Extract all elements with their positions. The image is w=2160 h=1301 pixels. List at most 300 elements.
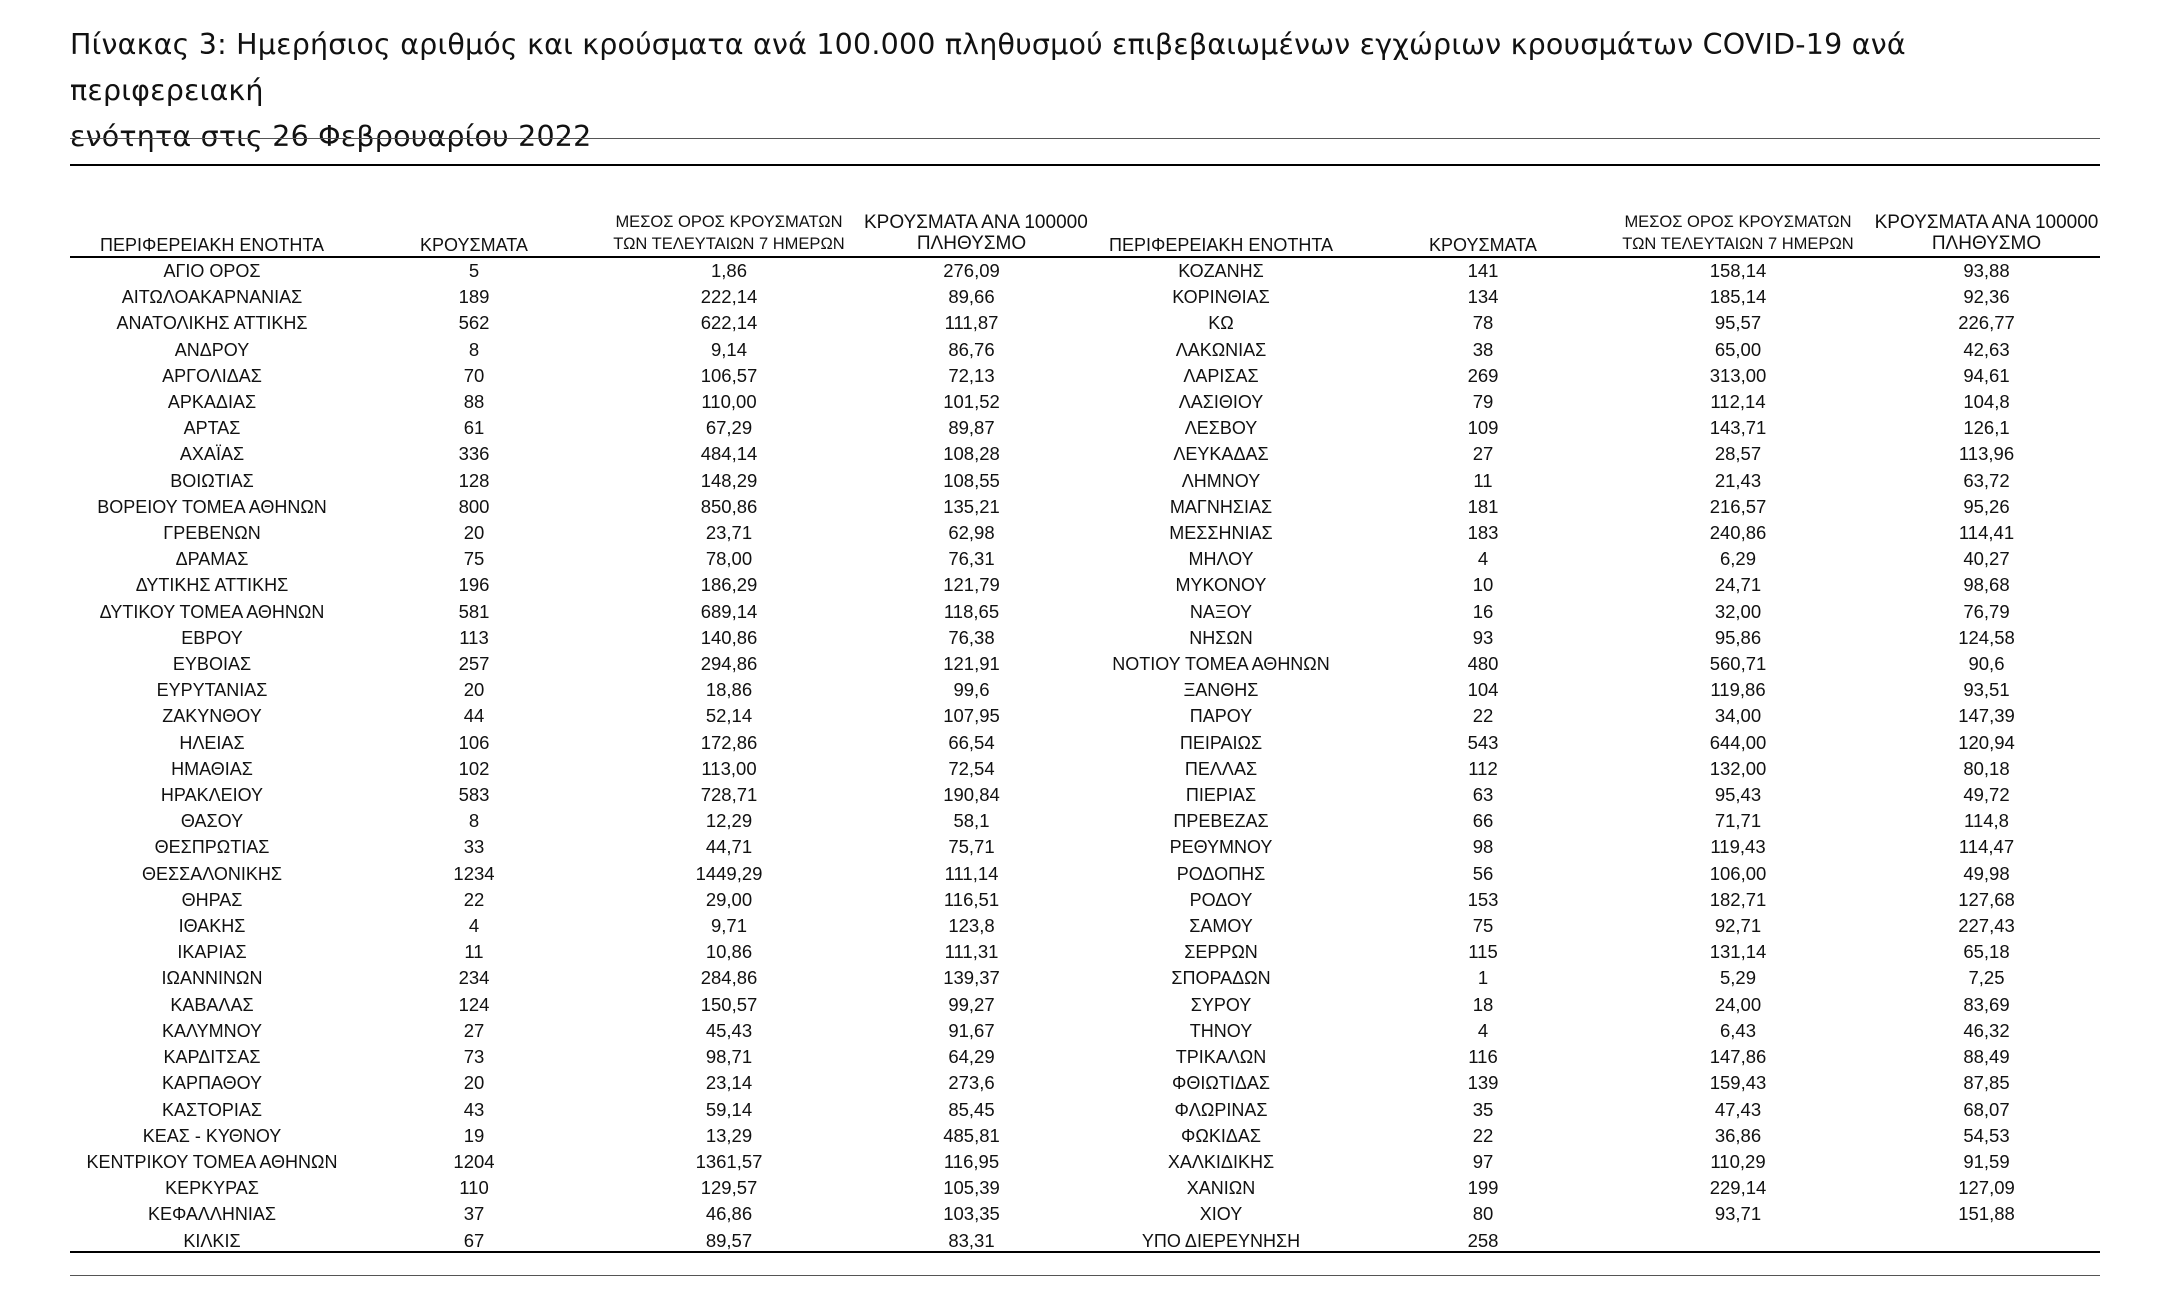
left-cases: 189 bbox=[458, 286, 490, 308]
left-cases: 73 bbox=[463, 1046, 485, 1068]
right-avg-7day: 71,71 bbox=[1714, 810, 1762, 832]
left-region-name: ΚΕΝΤΡΙΚΟΥ ΤΟΜΕΑ ΑΘΗΝΩΝ bbox=[86, 1151, 338, 1172]
table-row bbox=[70, 441, 2100, 467]
right-region-name: ΠΕΙΡΑΙΩΣ bbox=[1179, 732, 1263, 753]
right-cases: 112 bbox=[1468, 757, 1498, 779]
left-per-100k: 86,76 bbox=[948, 338, 995, 360]
left-cases: 5 bbox=[468, 260, 480, 281]
left-per-100k: 58,1 bbox=[953, 810, 990, 832]
left-region-name: ΚΕΑΣ - ΚΥΘΝΟΥ bbox=[142, 1125, 282, 1146]
table-row bbox=[70, 703, 2100, 729]
right-per-100k: 49,72 bbox=[1963, 784, 2010, 806]
header-cases-right: ΚΡΟΥΣΜΑΤΑ bbox=[1429, 235, 1537, 255]
table-row bbox=[70, 546, 2100, 572]
right-cases: 115 bbox=[1468, 941, 1498, 963]
right-region-name: ΡΟΔΟΠΗΣ bbox=[1176, 863, 1266, 884]
left-cases: 581 bbox=[458, 600, 490, 622]
header-cases-left: ΚΡΟΥΣΜΑΤΑ bbox=[420, 235, 528, 255]
left-region-name: ΗΜΑΘΙΑΣ bbox=[171, 758, 253, 779]
table-row bbox=[70, 1175, 2100, 1201]
right-per-100k: 127,68 bbox=[1958, 888, 2015, 910]
header-avg-left-line2: ΤΩΝ ΤΕΛΕΥΤΑΙΩΝ 7 ΗΜΕΡΩΝ bbox=[613, 235, 845, 253]
table-row bbox=[70, 258, 2100, 284]
right-cases: 16 bbox=[1472, 600, 1494, 622]
right-region-name: ΝΑΞΟΥ bbox=[1189, 601, 1253, 622]
right-region-name: ΦΩΚΙΔΑΣ bbox=[1181, 1125, 1261, 1146]
left-per-100k: 103,35 bbox=[943, 1203, 1000, 1225]
left-cases: 562 bbox=[458, 312, 490, 334]
right-per-100k: 40,27 bbox=[1963, 548, 2010, 570]
right-avg-7day: 132,00 bbox=[1709, 757, 1767, 779]
left-avg-7day: 89,57 bbox=[705, 1229, 753, 1251]
header-per100k-right-line1: ΚΡΟΥΣΜΑΤΑ ΑΝΑ 100000 bbox=[1874, 212, 2099, 233]
left-region-name: ΑΡΓΟΛΙΔΑΣ bbox=[162, 365, 262, 386]
left-per-100k: 75,71 bbox=[948, 836, 995, 858]
left-avg-7day: 850,86 bbox=[700, 495, 758, 517]
left-region-name: ΙΩΑΝΝΙΝΩΝ bbox=[161, 968, 263, 989]
table-row bbox=[70, 1044, 2100, 1070]
right-per-100k: 93,51 bbox=[1963, 679, 2010, 701]
right-region-name: ΠΕΛΛΑΣ bbox=[1184, 758, 1258, 779]
right-region-name: ΝΟΤΙΟΥ ΤΟΜΕΑ ΑΘΗΝΩΝ bbox=[1112, 654, 1330, 675]
left-avg-7day: 1449,29 bbox=[695, 862, 763, 884]
right-region-name: ΜΥΚΟΝΟΥ bbox=[1175, 575, 1267, 596]
right-region-name: ΤΗΝΟΥ bbox=[1189, 1020, 1253, 1041]
table-row bbox=[70, 1070, 2100, 1096]
left-per-100k: 91,67 bbox=[948, 1019, 995, 1041]
left-per-100k: 116,95 bbox=[943, 1150, 1000, 1172]
left-cases: 800 bbox=[458, 495, 490, 517]
left-region-name: ΘΗΡΑΣ bbox=[181, 889, 243, 910]
right-avg-7day: 110,29 bbox=[1710, 1150, 1766, 1172]
left-region-name: ΘΑΣΟΥ bbox=[180, 811, 244, 832]
table-caption bbox=[70, 22, 2100, 160]
right-per-100k: 104,8 bbox=[1963, 391, 2010, 413]
table-row bbox=[70, 939, 2100, 965]
header-per100k-left-line1: ΚΡΟΥΣΜΑΤΑ ΑΝΑ 100000 bbox=[864, 212, 1088, 233]
left-per-100k: 190,84 bbox=[943, 784, 1000, 806]
right-avg-7day: 313,00 bbox=[1709, 364, 1767, 386]
table-row bbox=[70, 965, 2100, 991]
right-per-100k: 114,8 bbox=[1964, 810, 2009, 832]
table-row bbox=[70, 730, 2100, 756]
right-avg-7day: 229,14 bbox=[1709, 1177, 1767, 1199]
left-per-100k: 273,6 bbox=[948, 1072, 995, 1094]
right-cases: 141 bbox=[1467, 260, 1499, 281]
table-row bbox=[70, 520, 2100, 546]
right-region-name: ΚΟΡΙΝΘΙΑΣ bbox=[1172, 287, 1270, 308]
table-row bbox=[70, 992, 2100, 1018]
table-row bbox=[70, 808, 2100, 834]
table-row bbox=[70, 782, 2100, 808]
right-region-name: ΛΑΚΩΝΙΑΣ bbox=[1175, 339, 1267, 360]
right-per-100k: 114,41 bbox=[1958, 522, 2015, 544]
left-region-name: ΚΕΡΚΥΡΑΣ bbox=[165, 1178, 259, 1199]
left-region-name: ΑΝΔΡΟΥ bbox=[174, 339, 250, 360]
header-avg-right bbox=[1603, 211, 1873, 255]
right-per-100k: 126,1 bbox=[1963, 417, 2010, 439]
right-avg-7day: 6,29 bbox=[1719, 548, 1756, 570]
table-row bbox=[70, 756, 2100, 782]
left-cases: 11 bbox=[464, 941, 484, 963]
right-per-100k: 54,53 bbox=[1963, 1124, 2010, 1146]
right-region-name: ΠΑΡΟΥ bbox=[1189, 706, 1253, 727]
left-region-name: ΘΕΣΠΡΩΤΙΑΣ bbox=[154, 837, 270, 858]
right-cases: 153 bbox=[1467, 888, 1499, 910]
left-region-name: ΚΑΡΔΙΤΣΑΣ bbox=[163, 1047, 261, 1068]
left-avg-7day: 46,86 bbox=[705, 1203, 753, 1225]
left-cases: 1204 bbox=[453, 1150, 495, 1172]
left-per-100k: 111,31 bbox=[944, 941, 999, 963]
right-per-100k: 49,98 bbox=[1963, 862, 2010, 884]
table-row bbox=[70, 887, 2100, 913]
right-avg-7day: 6,43 bbox=[1719, 1019, 1756, 1041]
table-row bbox=[70, 1097, 2100, 1123]
left-avg-7day: 9,71 bbox=[710, 915, 747, 937]
table-row bbox=[70, 861, 2100, 887]
right-per-100k: 90,6 bbox=[1968, 653, 2005, 675]
right-region-name: ΡΟΔΟΥ bbox=[1189, 889, 1253, 910]
right-per-100k: 87,85 bbox=[1963, 1072, 2010, 1094]
left-per-100k: 66,54 bbox=[948, 731, 995, 753]
regional-cases-table bbox=[70, 258, 2100, 1254]
right-cases: 543 bbox=[1467, 731, 1499, 753]
left-avg-7day: 728,71 bbox=[700, 784, 758, 806]
right-per-100k: 151,88 bbox=[1958, 1203, 2015, 1225]
right-cases: 63 bbox=[1472, 784, 1494, 806]
right-avg-7day: 560,71 bbox=[1709, 653, 1767, 675]
caption-line-2: ενότητα στις 26 Φεβρουαρίου 2022 bbox=[70, 120, 592, 153]
header-per100k-left bbox=[864, 212, 1088, 254]
right-per-100k: 226,77 bbox=[1958, 312, 2015, 334]
right-cases: 79 bbox=[1472, 391, 1494, 413]
left-cases: 8 bbox=[468, 810, 480, 832]
header-region-left: ΠΕΡΙΦΕΡΕΙΑΚΗ ΕΝΟΤΗΤΑ bbox=[99, 235, 325, 255]
left-per-100k: 139,37 bbox=[943, 967, 1000, 989]
left-per-100k: 72,13 bbox=[948, 364, 995, 386]
left-cases: 113 bbox=[459, 626, 489, 648]
left-region-name: ΔΥΤΙΚΟΥ ΤΟΜΕΑ ΑΘΗΝΩΝ bbox=[99, 601, 325, 622]
left-per-100k: 111,87 bbox=[944, 312, 999, 334]
table-row bbox=[70, 494, 2100, 520]
right-avg-7day: 32,00 bbox=[1714, 600, 1762, 622]
right-per-100k: 227,43 bbox=[1958, 915, 2015, 937]
right-cases: 75 bbox=[1472, 915, 1494, 937]
left-per-100k: 118,65 bbox=[943, 600, 1000, 622]
left-cases: 27 bbox=[463, 1019, 485, 1041]
right-per-100k: 7,25 bbox=[1968, 967, 2005, 989]
right-per-100k: 65,18 bbox=[1963, 941, 2010, 963]
header-avg-left-line1: ΜΕΣΟΣ ΟΡΟΣ ΚΡΟΥΣΜΑΤΩΝ bbox=[615, 213, 843, 231]
left-per-100k: 99,6 bbox=[953, 679, 990, 701]
right-avg-7day: 24,00 bbox=[1714, 993, 1762, 1015]
left-region-name: ΑΡΚΑΔΙΑΣ bbox=[167, 392, 257, 413]
right-avg-7day: 182,71 bbox=[1709, 888, 1767, 910]
left-avg-7day: 18,86 bbox=[705, 679, 753, 701]
right-avg-7day: 185,14 bbox=[1709, 286, 1767, 308]
right-cases: 11 bbox=[1473, 469, 1493, 491]
left-avg-7day: 284,86 bbox=[700, 967, 758, 989]
left-avg-7day: 148,29 bbox=[700, 469, 758, 491]
left-region-name: ΗΛΕΙΑΣ bbox=[179, 732, 245, 753]
right-avg-7day: 21,43 bbox=[1714, 469, 1762, 491]
left-region-name: ΒΟΡΕΙΟΥ ΤΟΜΕΑ ΑΘΗΝΩΝ bbox=[97, 496, 327, 517]
table-body bbox=[70, 258, 2100, 1254]
left-region-name: ΘΕΣΣΑΛΟΝΙΚΗΣ bbox=[141, 863, 283, 884]
right-region-name: ΚΩ bbox=[1208, 313, 1234, 334]
header-per100k-right-line2: ΠΛΗΘΥΣΜΟ bbox=[1931, 233, 2042, 254]
right-cases: 38 bbox=[1472, 338, 1494, 360]
header-avg-right-line1: ΜΕΣΟΣ ΟΡΟΣ ΚΡΟΥΣΜΑΤΩΝ bbox=[1624, 213, 1852, 231]
right-cases: 181 bbox=[1467, 495, 1499, 517]
left-per-100k: 101,52 bbox=[943, 391, 1000, 413]
right-per-100k: 63,72 bbox=[1963, 469, 2010, 491]
left-per-100k: 72,54 bbox=[948, 757, 995, 779]
table-row bbox=[70, 310, 2100, 336]
left-region-name: ΑΙΤΩΛΟΑΚΑΡΝΑΝΙΑΣ bbox=[121, 287, 303, 308]
left-avg-7day: 140,86 bbox=[700, 626, 758, 648]
left-region-name: ΒΟΙΩΤΙΑΣ bbox=[170, 470, 254, 491]
left-region-name: ΕΥΡΥΤΑΝΙΑΣ bbox=[156, 680, 268, 701]
table-row bbox=[70, 1201, 2100, 1227]
right-cases: 22 bbox=[1472, 1124, 1494, 1146]
bottom-rule-thick bbox=[70, 1251, 2100, 1253]
left-avg-7day: 67,29 bbox=[705, 417, 753, 439]
left-avg-7day: 98,71 bbox=[705, 1046, 753, 1068]
left-per-100k: 105,39 bbox=[943, 1177, 1000, 1199]
left-avg-7day: 1,86 bbox=[710, 260, 747, 281]
right-avg-7day: 159,43 bbox=[1709, 1072, 1767, 1094]
right-region-name: ΦΘΙΩΤΙΔΑΣ bbox=[1172, 1073, 1270, 1094]
right-region-name: ΦΛΩΡΙΝΑΣ bbox=[1174, 1099, 1268, 1120]
right-per-100k: 98,68 bbox=[1963, 574, 2010, 596]
left-per-100k: 76,38 bbox=[948, 626, 995, 648]
right-avg-7day: 216,57 bbox=[1709, 495, 1767, 517]
right-region-name: ΛΑΡΙΣΑΣ bbox=[1183, 365, 1259, 386]
left-region-name: ΚΑΒΑΛΑΣ bbox=[170, 994, 254, 1015]
right-per-100k: 83,69 bbox=[1963, 993, 2010, 1015]
right-avg-7day: 106,00 bbox=[1709, 862, 1767, 884]
right-cases: 109 bbox=[1467, 417, 1499, 439]
table-row bbox=[70, 572, 2100, 598]
right-avg-7day: 28,57 bbox=[1714, 443, 1762, 465]
right-avg-7day: 147,86 bbox=[1709, 1046, 1767, 1068]
right-per-100k: 68,07 bbox=[1963, 1098, 2010, 1120]
left-cases: 20 bbox=[463, 522, 485, 544]
left-per-100k: 121,91 bbox=[943, 653, 1000, 675]
left-region-name: ΓΡΕΒΕΝΩΝ bbox=[163, 523, 261, 544]
left-avg-7day: 23,71 bbox=[705, 522, 753, 544]
bottom-rule-thin bbox=[70, 1275, 2100, 1276]
right-region-name: ΞΑΝΘΗΣ bbox=[1183, 680, 1259, 701]
right-avg-7day: 47,43 bbox=[1714, 1098, 1762, 1120]
left-cases: 110 bbox=[459, 1177, 489, 1199]
left-cases: 583 bbox=[458, 784, 490, 806]
right-cases: 134 bbox=[1467, 286, 1499, 308]
right-cases: 269 bbox=[1467, 364, 1499, 386]
left-region-name: ΕΥΒΟΙΑΣ bbox=[172, 654, 252, 675]
right-cases: 139 bbox=[1467, 1072, 1499, 1094]
right-region-name: ΣΑΜΟΥ bbox=[1189, 916, 1253, 937]
right-cases: 56 bbox=[1472, 862, 1494, 884]
left-region-name: ΑΡΤΑΣ bbox=[183, 418, 241, 439]
left-region-name: ΚΑΡΠΑΘΟΥ bbox=[161, 1073, 263, 1094]
right-region-name: ΛΑΣΙΘΙΟΥ bbox=[1178, 392, 1264, 413]
right-cases: 1 bbox=[1477, 967, 1489, 989]
table-row bbox=[70, 651, 2100, 677]
left-cases: 20 bbox=[463, 679, 485, 701]
right-avg-7day: 93,71 bbox=[1714, 1203, 1762, 1225]
left-avg-7day: 59,14 bbox=[705, 1098, 753, 1120]
left-per-100k: 64,29 bbox=[948, 1046, 995, 1068]
left-cases: 44 bbox=[463, 705, 485, 727]
left-region-name: ΔΥΤΙΚΗΣ ΑΤΤΙΚΗΣ bbox=[135, 575, 289, 596]
left-avg-7day: 23,14 bbox=[705, 1072, 753, 1094]
right-region-name: ΛΕΥΚΑΔΑΣ bbox=[1173, 444, 1269, 465]
left-per-100k: 89,87 bbox=[948, 417, 995, 439]
right-region-name: ΠΙΕΡΙΑΣ bbox=[1185, 785, 1257, 806]
right-avg-7day: 131,14 bbox=[1709, 941, 1767, 963]
caption-line-1: Πίνακας 3: Ημερήσιος αριθμός και κρούσματα ανά 100.000 πληθυσμού επιβεβαιωμένων εγχώριων κρουσμάτων COVID-19 ανά περιφερειακή bbox=[70, 28, 1906, 107]
right-region-name: ΛΕΣΒΟΥ bbox=[1184, 418, 1258, 439]
right-cases: 10 bbox=[1472, 574, 1494, 596]
left-avg-7day: 186,29 bbox=[700, 574, 758, 596]
right-cases: 258 bbox=[1467, 1229, 1499, 1251]
left-cases: 336 bbox=[458, 443, 490, 465]
left-region-name: ΚΕΦΑΛΛΗΝΙΑΣ bbox=[147, 1204, 277, 1225]
left-avg-7day: 1361,57 bbox=[695, 1150, 763, 1172]
left-cases: 75 bbox=[463, 548, 485, 570]
right-cases: 98 bbox=[1472, 836, 1494, 858]
right-per-100k: 93,88 bbox=[1963, 260, 2010, 281]
left-region-name: ΚΙΛΚΙΣ bbox=[183, 1230, 241, 1251]
right-avg-7day: 24,71 bbox=[1714, 574, 1762, 596]
right-cases: 116 bbox=[1468, 1046, 1498, 1068]
right-per-100k: 95,26 bbox=[1963, 495, 2010, 517]
table-row bbox=[70, 1149, 2100, 1175]
right-region-name: ΧΑΝΙΩΝ bbox=[1186, 1178, 1256, 1199]
table-row bbox=[70, 834, 2100, 860]
right-per-100k: 127,09 bbox=[1958, 1177, 2015, 1199]
left-region-name: ΑΓΙΟ ΟΡΟΣ bbox=[163, 261, 261, 281]
left-per-100k: 111,14 bbox=[944, 862, 999, 884]
right-cases: 183 bbox=[1467, 522, 1499, 544]
left-cases: 234 bbox=[458, 967, 490, 989]
right-per-100k: 124,58 bbox=[1958, 626, 2015, 648]
right-cases: 4 bbox=[1477, 1019, 1489, 1041]
header-avg-right-line2: ΤΩΝ ΤΕΛΕΥΤΑΙΩΝ 7 ΗΜΕΡΩΝ bbox=[1622, 235, 1854, 253]
left-per-100k: 108,55 bbox=[943, 469, 1000, 491]
right-cases: 104 bbox=[1467, 679, 1499, 701]
left-per-100k: 276,09 bbox=[943, 260, 1000, 281]
right-cases: 97 bbox=[1472, 1150, 1494, 1172]
right-per-100k: 42,63 bbox=[1963, 338, 2010, 360]
right-cases: 66 bbox=[1472, 810, 1494, 832]
left-avg-7day: 113,00 bbox=[701, 757, 757, 779]
right-region-name: ΤΡΙΚΑΛΩΝ bbox=[1175, 1047, 1267, 1068]
left-per-100k: 62,98 bbox=[948, 522, 995, 544]
right-avg-7day: 34,00 bbox=[1714, 705, 1762, 727]
right-avg-7day: 112,14 bbox=[1710, 391, 1766, 413]
left-avg-7day: 44,71 bbox=[705, 836, 753, 858]
left-avg-7day: 78,00 bbox=[705, 548, 753, 570]
left-per-100k: 123,8 bbox=[948, 915, 995, 937]
table-row bbox=[70, 1018, 2100, 1044]
left-avg-7day: 29,00 bbox=[705, 888, 753, 910]
left-region-name: ΚΑΣΤΟΡΙΑΣ bbox=[162, 1099, 262, 1120]
right-region-name: ΚΟΖΑΝΗΣ bbox=[1178, 261, 1264, 281]
left-cases: 33 bbox=[463, 836, 485, 858]
left-avg-7day: 9,14 bbox=[710, 338, 747, 360]
left-per-100k: 85,45 bbox=[948, 1098, 995, 1120]
right-avg-7day: 143,71 bbox=[1709, 417, 1767, 439]
left-per-100k: 485,81 bbox=[943, 1124, 1000, 1146]
left-avg-7day: 222,14 bbox=[700, 286, 758, 308]
right-region-name: ΜΕΣΣΗΝΙΑΣ bbox=[1169, 523, 1273, 544]
right-cases: 18 bbox=[1472, 993, 1494, 1015]
right-per-100k: 80,18 bbox=[1963, 757, 2010, 779]
right-region-name: ΧΙΟΥ bbox=[1199, 1204, 1243, 1225]
left-per-100k: 99,27 bbox=[948, 993, 995, 1015]
right-region-name: ΣΕΡΡΩΝ bbox=[1184, 942, 1258, 963]
left-cases: 106 bbox=[458, 731, 490, 753]
left-avg-7day: 110,00 bbox=[701, 391, 757, 413]
left-avg-7day: 172,86 bbox=[700, 731, 758, 753]
left-cases: 4 bbox=[468, 915, 480, 937]
right-avg-7day bbox=[1603, 1228, 1873, 1254]
right-avg-7day: 36,86 bbox=[1714, 1124, 1762, 1146]
right-cases: 93 bbox=[1472, 626, 1494, 648]
right-avg-7day: 92,71 bbox=[1714, 915, 1762, 937]
table-row bbox=[70, 913, 2100, 939]
left-avg-7day: 129,57 bbox=[700, 1177, 758, 1199]
left-avg-7day: 10,86 bbox=[705, 941, 753, 963]
right-avg-7day: 119,86 bbox=[1710, 679, 1766, 701]
left-avg-7day: 52,14 bbox=[705, 705, 753, 727]
left-cases: 19 bbox=[463, 1124, 485, 1146]
right-cases: 480 bbox=[1467, 653, 1499, 675]
left-per-100k: 121,79 bbox=[943, 574, 1000, 596]
left-cases: 88 bbox=[463, 391, 485, 413]
right-region-name: ΣΠΟΡΑΔΩΝ bbox=[1171, 968, 1271, 989]
right-region-name: ΠΡΕΒΕΖΑΣ bbox=[1173, 811, 1269, 832]
right-per-100k: 147,39 bbox=[1958, 705, 2015, 727]
left-avg-7day: 622,14 bbox=[700, 312, 758, 334]
left-region-name: ΕΒΡΟΥ bbox=[181, 627, 243, 648]
table-row bbox=[70, 415, 2100, 441]
table-row bbox=[70, 468, 2100, 494]
right-avg-7day: 240,86 bbox=[1709, 522, 1767, 544]
left-per-100k: 116,51 bbox=[943, 888, 1000, 910]
table-row bbox=[70, 389, 2100, 415]
right-avg-7day: 95,57 bbox=[1714, 312, 1762, 334]
left-cases: 67 bbox=[463, 1229, 485, 1251]
right-avg-7day: 644,00 bbox=[1709, 731, 1767, 753]
left-cases: 70 bbox=[463, 364, 485, 386]
table-row bbox=[70, 677, 2100, 703]
right-per-100k bbox=[1873, 1228, 2100, 1254]
right-region-name: ΜΑΓΝΗΣΙΑΣ bbox=[1169, 496, 1273, 517]
left-cases: 257 bbox=[458, 653, 490, 675]
table-row bbox=[70, 625, 2100, 651]
right-region-name: ΜΗΛΟΥ bbox=[1188, 549, 1254, 570]
right-per-100k: 91,59 bbox=[1963, 1150, 2010, 1172]
left-cases: 1234 bbox=[453, 862, 495, 884]
left-avg-7day: 150,57 bbox=[700, 993, 758, 1015]
left-cases: 43 bbox=[463, 1098, 485, 1120]
left-region-name: ΙΚΑΡΙΑΣ bbox=[177, 942, 247, 963]
right-cases: 80 bbox=[1472, 1203, 1494, 1225]
